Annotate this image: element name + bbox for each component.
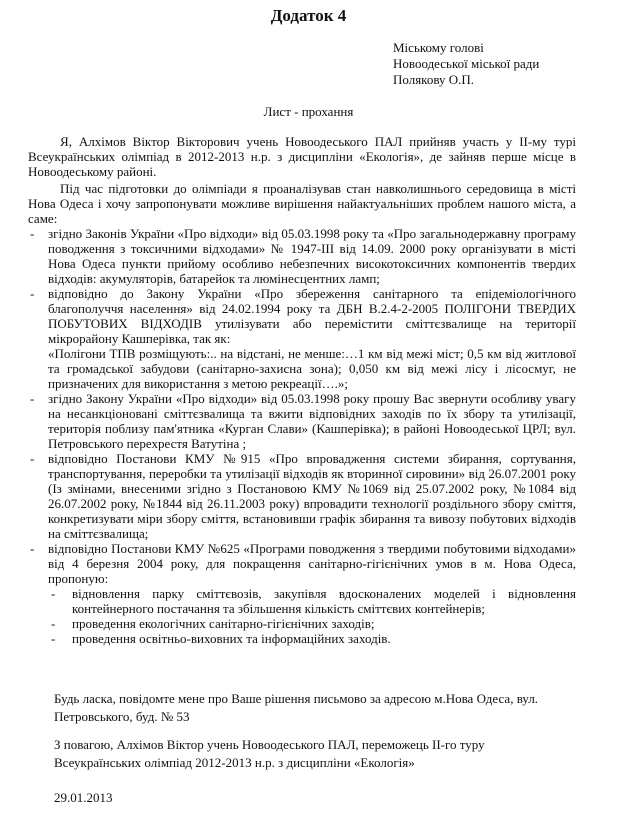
sub-list-item <box>28 631 576 646</box>
bullet-dash: - <box>30 286 35 301</box>
bullet-dash: - <box>30 226 35 241</box>
list-item-text: відповідно до Закону України «Про збереження санітарного та епідеміологічного благополуччя населення» від 24.02.1994 року та ДБН В.2.4-2-2005 ПОЛІГОНИ ТВЕРДИХ ПОБУТОВИХ ВІДХОДІВ утилізувати або перемістити сміттєзвалище на території мікрорайону Кашперівка, так як: <box>48 286 576 346</box>
list-item-text: згідно Закону України «Про відходи» від 05.03.1998 року прошу Вас звернути особливу увагу на несанкціоновані сміттєзвалища та вжити відповідних заходів по їх збору та утилізації, територія поблизу пам'ятника «Курган Слави» (Кашперівка); в районі Новоодеської ЦРЛ; вул. Петровського перехрестя Ватутіна ; <box>48 391 576 451</box>
bullet-dash: - <box>51 616 56 631</box>
sub-list-item-text: відновлення парку сміттєвозів, закупівля вдосконалених моделей і відновлення контейнерного постачання та збільшення кількість сміттєвих контейнерів; <box>72 586 576 616</box>
list-item-text: відповідно Постанови КМУ №915 «Про впровадження системи збирання, сортування, транспортування, переробки та утилізації відходів як вторинної сировини» від 26.07.2001 року (Із змінами, внесеними згідно з Постановою КМУ №1069 від 25.07.2002 року, №1084 від 26.07.2002 року, №1844 від 26.11.2003 року) впровадити технології роздільного збору сміття, конкретизувати міри збору сміття, встановивши графік збирання та вивозу побутових відходів на сміттєзвалища; <box>48 451 576 541</box>
sub-list-item-text: проведення освітньо-виховних та інформаційних заходів. <box>72 631 391 646</box>
bullet-dash: - <box>30 541 35 556</box>
prep-paragraph: Під час підготовки до олімпіади я проаналізував стан навколишнього середовища в місті Нова Одеса і хочу запропонувати можливе вирішення найактуальніших проблем нашого міста, а саме: <box>28 181 576 226</box>
sub-list-item <box>28 586 576 616</box>
list-item-text: згідно Законів України «Про відходи» від 05.03.1998 року та «Про загальнодержавну програму поводження з токсичними відходами» № 1947-ІІІ від 14.09. 2000 року організувати в місті Нова Одеса пункти прийому особливо небезпечних високотоксичних компонентів твердих відходів: акумуляторів, батарейок та люмінесцентних ламп; <box>48 226 576 286</box>
request-paragraph: Будь ласка, повідомте мене про Ваше рішення письмово за адресою м.Нова Одеса, вул. Петровського, буд. № 53 <box>54 691 539 724</box>
list-item <box>28 286 576 391</box>
list-item <box>28 226 576 286</box>
signature-paragraph: З повагою, Алхімов Віктор учень Новоодеського ПАЛ, переможець ІІ-го туру Всеукраїнських олімпіад 2012-2013 н.р. з дисципліни «Екологія» <box>54 737 485 770</box>
list-item <box>28 541 576 586</box>
letter-subject: Лист - прохання <box>263 104 354 119</box>
bullet-dash: - <box>51 586 56 601</box>
addressee-line: Полякову О.П. <box>393 72 475 87</box>
addressee-block <box>393 40 539 88</box>
letter-date: 29.01.2013 <box>54 790 113 805</box>
bullet-dash: - <box>30 451 35 466</box>
addressee-line: Новоодеської міської ради <box>393 56 540 71</box>
intro-paragraph: Я, Алхімов Віктор Вікторович учень Новоодеського ПАЛ прийняв участь у ІІ-му турі Всеукраїнських олімпіад в 2012-2013 н.р. з дисципліни «Екологія», де зайняв перше місце в Новоодеському районі. <box>28 134 576 179</box>
list-item <box>28 391 576 451</box>
quote-text: «Полігони ТПВ розміщують:.. на відстані, не менше:…1 км від межі міст; 0,5 км від житлової та громадської забудови (санітарно-захисна зона); 0,050 км від межі лісу і лісосмуг, не призначених для використання з метою рекреації….»; <box>48 346 576 391</box>
document-title: Додаток 4 <box>270 6 347 25</box>
bullet-dash: - <box>30 391 35 406</box>
letter-body <box>28 134 576 646</box>
list-item-text: відповідно Постанови КМУ №625 «Програми поводження з твердими побутовими відходами» від 4 березня 2004 року, для покращення санітарно-гігієнічних умов в м. Нова Одеса, пропоную: <box>48 541 576 586</box>
sub-list-item <box>28 616 576 631</box>
list-item <box>28 451 576 541</box>
bullet-dash: - <box>51 631 56 646</box>
addressee-line: Міському голові <box>393 40 484 55</box>
sub-list-item-text: проведення екологічних санітарно-гігієнічних заходів; <box>72 616 375 631</box>
